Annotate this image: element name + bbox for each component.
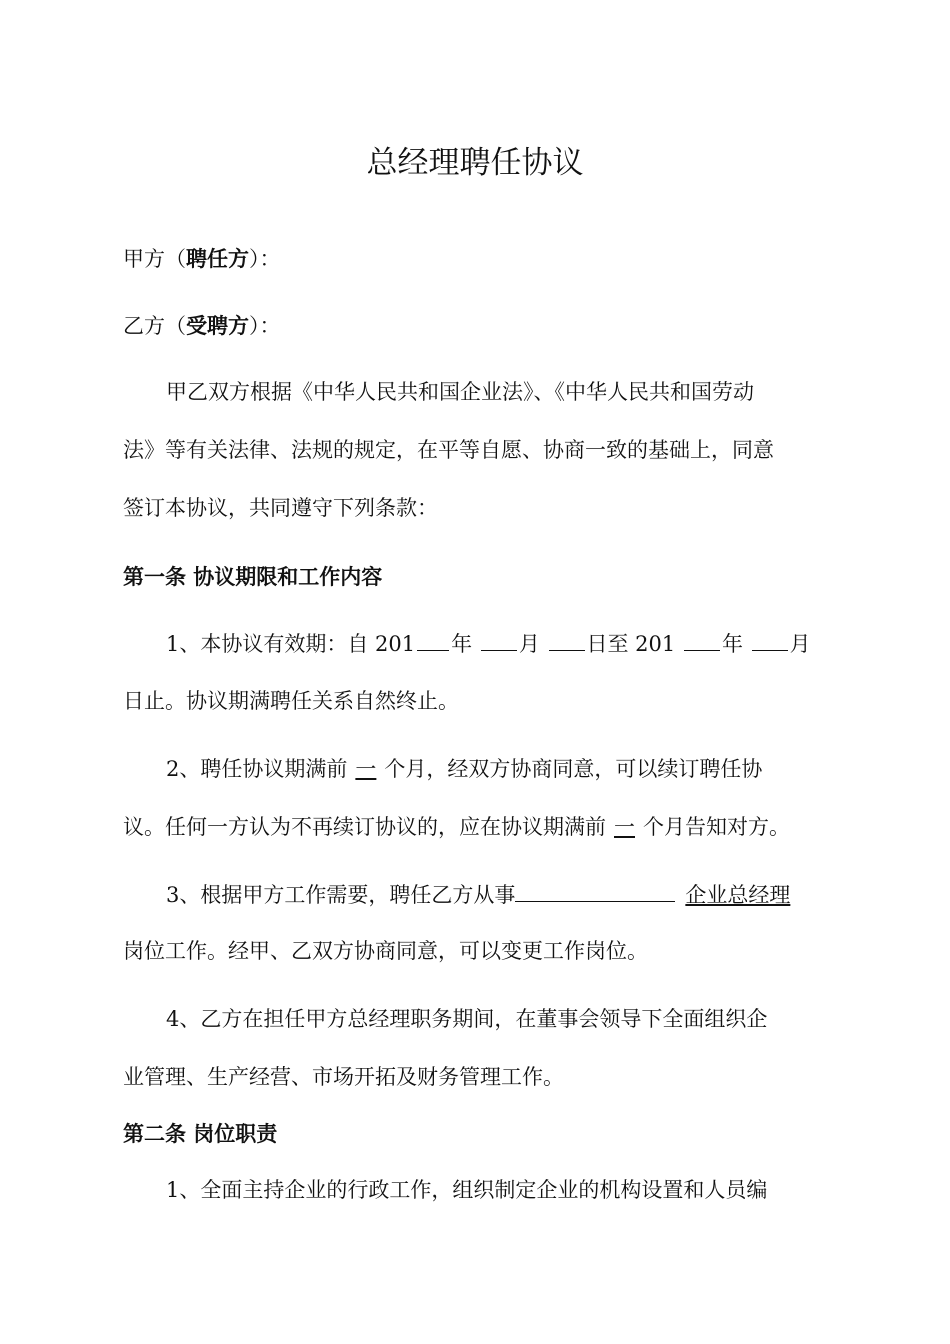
- renewal-text-3: 议。任何一方认为不再续订协议的，应在协议期满前: [123, 815, 606, 839]
- party-a-suffix: ）：: [249, 247, 281, 271]
- position-value: 企业总经理: [685, 883, 791, 907]
- preamble-line-2: 法》等有关法律、法规的规定，在平等自愿、协商一致的基础上，同意: [123, 438, 774, 462]
- preamble-line-3: 签订本协议，共同遵守下列条款：: [123, 496, 438, 520]
- party-b-role: 受聘方: [186, 313, 249, 338]
- party-a-role: 聘任方: [186, 246, 249, 271]
- article-1-heading: 第一条 协议期限和工作内容: [123, 565, 383, 589]
- article-1-item-1-line-1: [166, 628, 811, 659]
- renewal-months-2: 一: [614, 815, 635, 839]
- article-1-item-4-line-1: 4、乙方在担任甲方总经理职务期间，在董事会领导下全面组织企: [166, 1007, 768, 1031]
- term-month-1: 月: [518, 632, 540, 656]
- article-1-item-3-line-2: 岗位工作。经甲、乙双方协商同意，可以变更工作岗位。: [123, 939, 648, 963]
- term-year-2: 年: [721, 632, 743, 656]
- preamble-line-1: 甲乙双方根据《中华人民共和国企业法》、《中华人民共和国劳动: [166, 380, 754, 404]
- article-2-heading: 第二条 岗位职责: [123, 1122, 278, 1146]
- article-1-item-1-line-2: 日止。协议期满聘任关系自然终止。: [123, 689, 459, 713]
- start-year-blank[interactable]: [417, 628, 449, 651]
- party-a-line: [123, 244, 281, 274]
- article-1-item-2-line-1: [166, 754, 762, 784]
- start-day-blank[interactable]: [549, 628, 585, 651]
- end-month-blank[interactable]: [752, 628, 788, 651]
- end-year-blank[interactable]: [684, 628, 720, 651]
- position-blank[interactable]: [515, 879, 675, 902]
- article-1-item-2-line-2: [123, 812, 790, 842]
- term-year-1: 年: [451, 632, 473, 656]
- term-from-text: 1、本协议有效期：自 201: [166, 632, 416, 656]
- party-b-suffix: ）：: [249, 314, 281, 338]
- party-b-prefix: 乙方（: [123, 314, 186, 338]
- term-to-text: 日至 201: [586, 632, 676, 656]
- party-b-line: [123, 311, 281, 341]
- term-month-2: 月: [789, 632, 811, 656]
- position-text: 3、根据甲方工作需要，聘任乙方从事: [166, 883, 516, 907]
- renewal-text-4: 个月告知对方。: [643, 815, 790, 839]
- party-a-prefix: 甲方（: [123, 247, 186, 271]
- article-2-item-1-line-1: 1、全面主持企业的行政工作，组织制定企业的机构设置和人员编: [166, 1178, 768, 1202]
- renewal-text-2: 个月，经双方协商同意，可以续订聘任协: [384, 757, 763, 781]
- start-month-blank[interactable]: [481, 628, 517, 651]
- article-1-item-3-line-1: [166, 879, 790, 910]
- renewal-text-1: 2、聘任协议期满前: [166, 757, 348, 781]
- renewal-months-1: 一: [355, 757, 377, 781]
- document-title: 总经理聘任协议: [366, 145, 584, 181]
- article-1-item-4-line-2: 业管理、生产经营、市场开拓及财务管理工作。: [123, 1065, 564, 1089]
